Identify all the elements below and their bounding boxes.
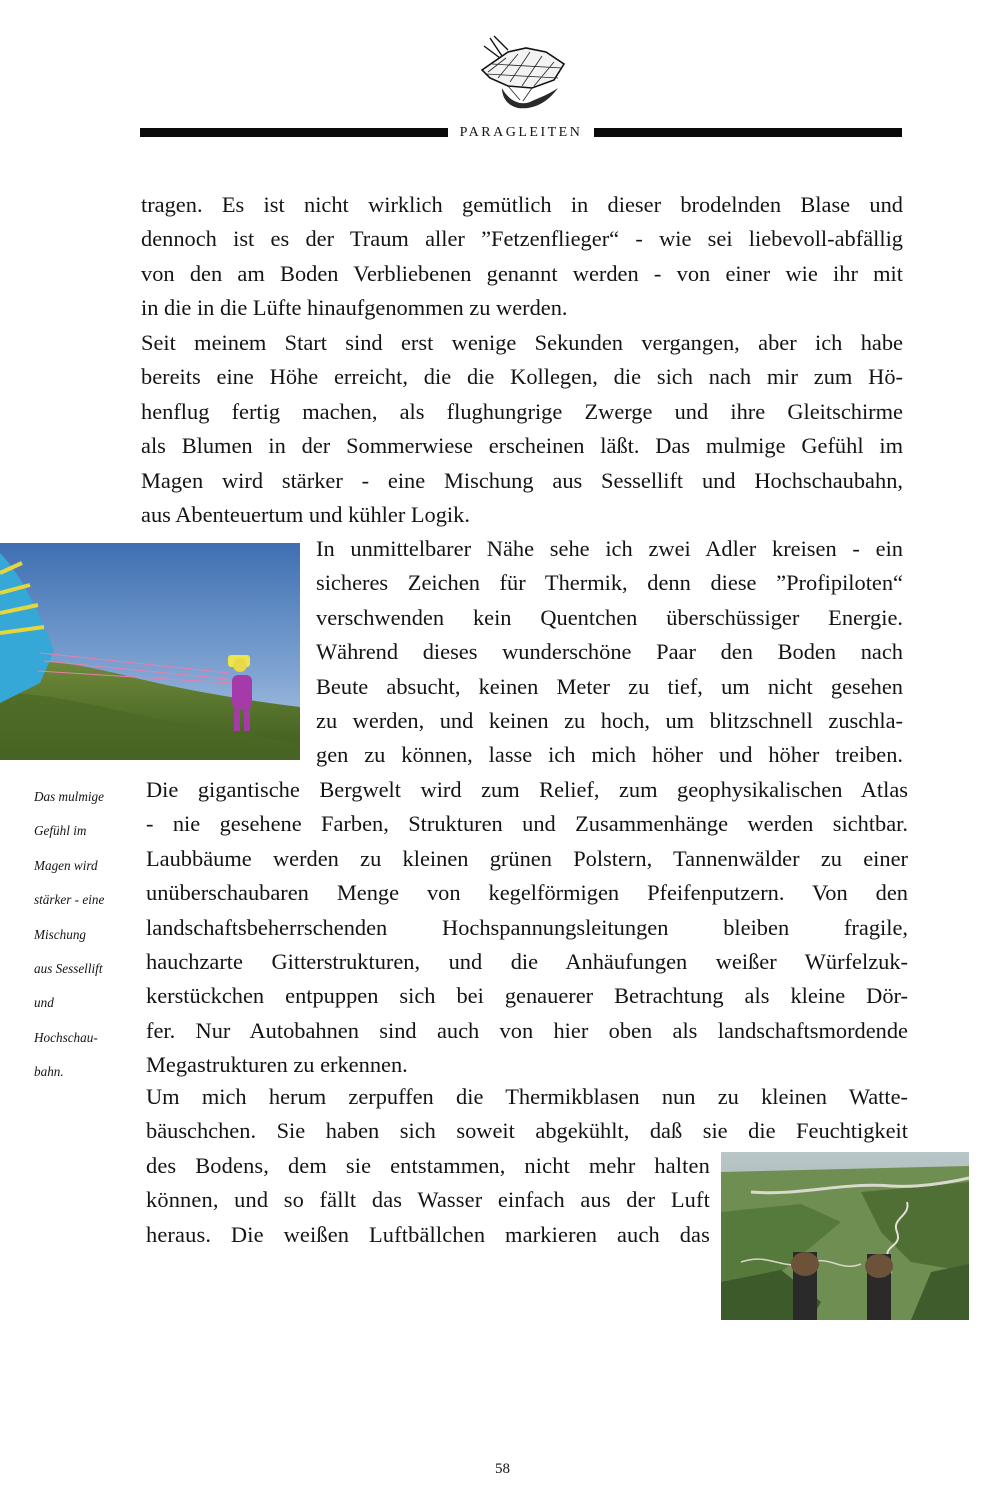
text-line: des Bodens, dem sie entstammen, nicht mehr halten: [146, 1153, 710, 1178]
header-title: PARAGLEITEN: [459, 125, 583, 140]
text-line: als Blumen in der Sommerwiese erscheinen läßt. Das mulmige Gefühl im: [141, 433, 903, 459]
caption-line: und: [34, 995, 54, 1011]
paragraph-1: [141, 188, 903, 326]
caption-line: Gefühl im: [34, 823, 87, 839]
text-line: von den am Boden Verbliebenen genannt werden - von einer wie ihr mit: [141, 260, 903, 286]
caption-line: bahn.: [34, 1064, 64, 1080]
text-line: In unmittelbarer Nähe sehe ich zwei Adler kreisen - ein: [316, 536, 903, 561]
text-line: bäuschchen. Sie haben sich soweit abgekühlt, daß sie die Feuchtigkeit: [146, 1118, 908, 1144]
caption-line: stärker - eine: [34, 892, 105, 908]
paragraph-5-continued: [146, 1149, 710, 1252]
text-line: können, und so fällt das Wasser einfach aus der Luft: [146, 1187, 710, 1213]
text-line: in die in die Lüfte hinaufgenommen zu werden.: [141, 295, 568, 321]
text-line: aus Abenteuertum und kühler Logik.: [141, 502, 470, 528]
text-line: - nie gesehene Farben, Strukturen und Zusammenhänge werden sichtbar.: [146, 811, 908, 837]
text-line: Magen wird stärker - eine Mischung aus Sessellift und Hochschaubahn,: [141, 467, 903, 493]
caption-line: Hochschau-: [34, 1029, 98, 1045]
caption-line: Das mulmige: [34, 789, 104, 804]
text-line: unüberschaubaren Menge von kegelförmigen Pfeifenputzern. Von den: [146, 880, 908, 906]
text-line: Laubbäume werden zu kleinen grünen Polstern, Tannenwälder zu einer: [146, 845, 908, 871]
text-line: verschwenden kein Quentchen überschüssiger Energie.: [316, 604, 903, 630]
paragraph-3: [316, 532, 903, 773]
text-line: Die gigantische Bergwelt wird zum Relief, zum geophysikalischen Atlas: [146, 777, 908, 802]
aerial-view-photo: [721, 1152, 969, 1320]
paragraph-4: [146, 773, 908, 1083]
text-line: bereits eine Höhe erreicht, die die Kollegen, die sich nach mir zum Hö-: [141, 364, 903, 390]
header-rule-right: [594, 128, 902, 137]
text-line: Beute absucht, keinen Meter zu tief, um nicht gesehen: [316, 673, 903, 699]
text-line: sicheres Zeichen für Thermik, denn diese ”Profipiloten“: [316, 570, 903, 596]
caption-line: aus Sessellift: [34, 961, 103, 977]
page-number: 58: [495, 1461, 510, 1477]
paragraph-2: [141, 326, 903, 532]
text-line: tragen. Es ist nicht wirklich gemütlich in dieser brodelnden Blase und: [141, 192, 903, 217]
paragraph-5: [146, 1080, 908, 1149]
photo-caption: [34, 780, 126, 1090]
header-rule-left: [140, 128, 448, 137]
text-line: hauchzarte Gitterstrukturen, und die Anhäufungen weißer Würfelzuk-: [146, 949, 908, 975]
text-line: fer. Nur Autobahnen sind auch von hier oben als landschaftsmordende: [146, 1017, 908, 1043]
caption-line: Magen wird: [34, 857, 98, 873]
text-line: heraus. Die weißen Luftbällchen markieren auch das: [146, 1221, 710, 1247]
text-line: zu werden, und keinen zu hoch, um blitzschnell zuschla-: [316, 708, 903, 734]
text-line: Megastrukturen zu erkennen.: [146, 1052, 408, 1078]
paraglider-launch-photo: [0, 543, 300, 760]
paraglider-logo: [468, 30, 578, 115]
text-line: Um mich herum zerpuffen die Thermikblasen nun zu kleinen Watte-: [146, 1084, 908, 1109]
text-line: gen zu können, lasse ich mich höher und höher treiben.: [316, 742, 903, 768]
caption-line: Mischung: [34, 926, 87, 942]
text-line: Seit meinem Start sind erst wenige Sekunden vergangen, aber ich habe: [141, 330, 903, 355]
text-line: Während dieses wunderschöne Paar den Boden nach: [316, 639, 903, 665]
text-line: kerstückchen entpuppen sich bei genauerer Betrachtung als kleine Dör-: [146, 983, 908, 1009]
text-line: landschaftsbeherrschenden Hochspannungsleitungen bleiben fragile,: [146, 914, 908, 940]
text-line: henflug fertig machen, als flughungrige Zwerge und ihre Gleitschirme: [141, 398, 903, 424]
text-line: dennoch ist es der Traum aller ”Fetzenflieger“ - wie sei liebevoll-abfällig: [141, 226, 903, 252]
